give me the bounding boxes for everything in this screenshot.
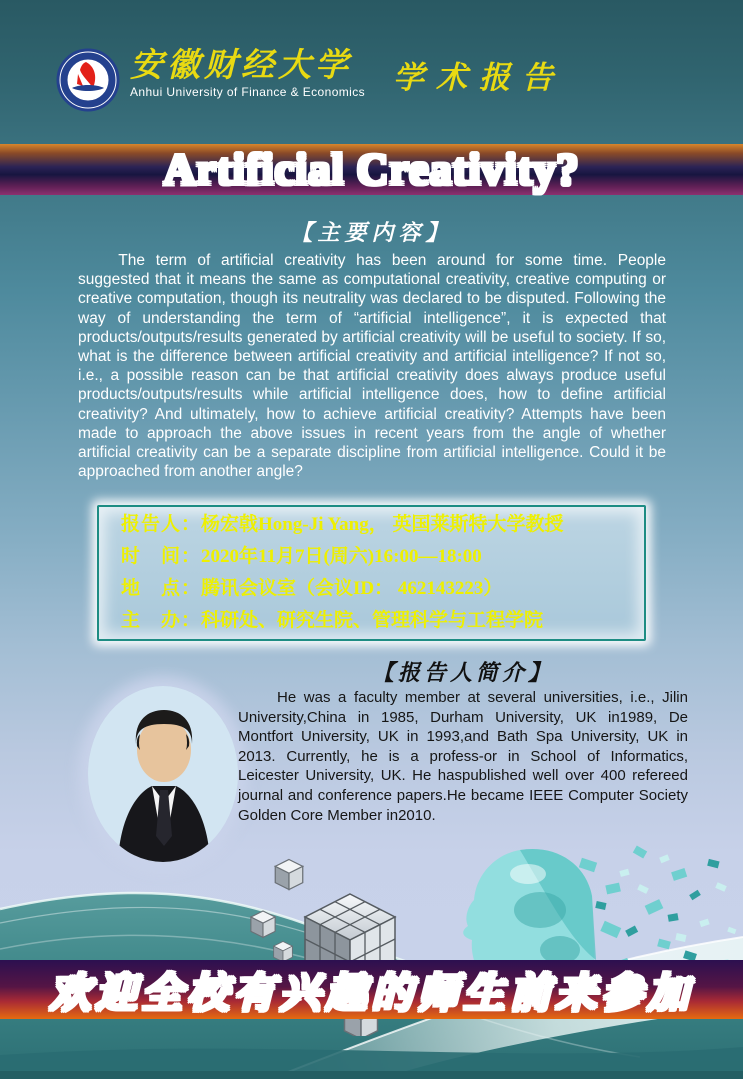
detail-value: 2020年11月7日(周六)16:00—18:00 bbox=[201, 546, 482, 567]
detail-row-venue bbox=[121, 573, 644, 605]
detail-value: 科研处、研究生院、管理科学与工程学院 bbox=[201, 610, 544, 631]
abstract-text: The term of artificial creativity has been around for some time. People suggested that it means the same as computational creativity, creative computing or creative computation, though its neutrality was declared to be disputed. Following the way of understanding the term of “artificial intelligence”, it is expected that products/outputs/results generated by artificial creativity will be useful to society. If so, what is the difference between artificial creativity and artificial intelligence? If not so, i.e., a possible reason can be that artificial creativity does always produce useful products/outputs/results while artificial intelligence does, how to define artificial creativity? And ultimately, how to achieve artificial creativity? Attempts have been made to approach the above issues in recent years from the angle of whether artificial creativity can be a separate discipline from artificial intelligence. Could it be approached from another angle? bbox=[78, 252, 666, 481]
speaker-portrait-image bbox=[88, 686, 238, 862]
bio-heading: 【报告人简介】 bbox=[371, 660, 554, 685]
poster-header bbox=[56, 48, 696, 118]
university-name-cn: 安徽财经大学 bbox=[130, 48, 352, 84]
report-type-label: 学术报告 bbox=[393, 60, 566, 95]
detail-label: 报告人： bbox=[121, 514, 202, 535]
university-logo-icon bbox=[56, 48, 120, 112]
detail-label: 时 间： bbox=[121, 546, 202, 567]
university-name-block bbox=[130, 48, 365, 99]
detail-row-time bbox=[121, 541, 644, 573]
welcome-message: 欢迎全校有兴趣的师生前来参加 bbox=[0, 960, 743, 1019]
bio-text: He was a faculty member at several universities, i.e., Jilin University,China in 1985, Durham University, UK in1989, De Montfort University, UK in 1993,and Bath Spa University, UK in 2013. Currently, he is a profess-or in School of Informatics, Leicester University, UK. He haspublished well over 400 refereed journal and conference papers.He became IEEE Computer Society Golden Core Member in2010. bbox=[238, 689, 688, 824]
detail-value: 杨宏戟Hong-Ji Yang， 英国莱斯特大学教授 bbox=[201, 514, 564, 535]
detail-label: 地 点： bbox=[121, 578, 202, 599]
detail-row-speaker bbox=[121, 509, 644, 541]
talk-title: Artificial Creativity? bbox=[0, 144, 743, 195]
speaker-photo bbox=[88, 686, 238, 862]
abstract-heading: 【主要内容】 bbox=[290, 220, 453, 245]
detail-label: 主 办： bbox=[121, 610, 202, 631]
detail-row-organizer bbox=[121, 605, 644, 637]
detail-value: 腾讯会议室（会议ID： 462143223） bbox=[201, 578, 503, 599]
event-details-box bbox=[97, 505, 646, 641]
university-name-en: Anhui University of Finance & Economics bbox=[130, 85, 366, 99]
